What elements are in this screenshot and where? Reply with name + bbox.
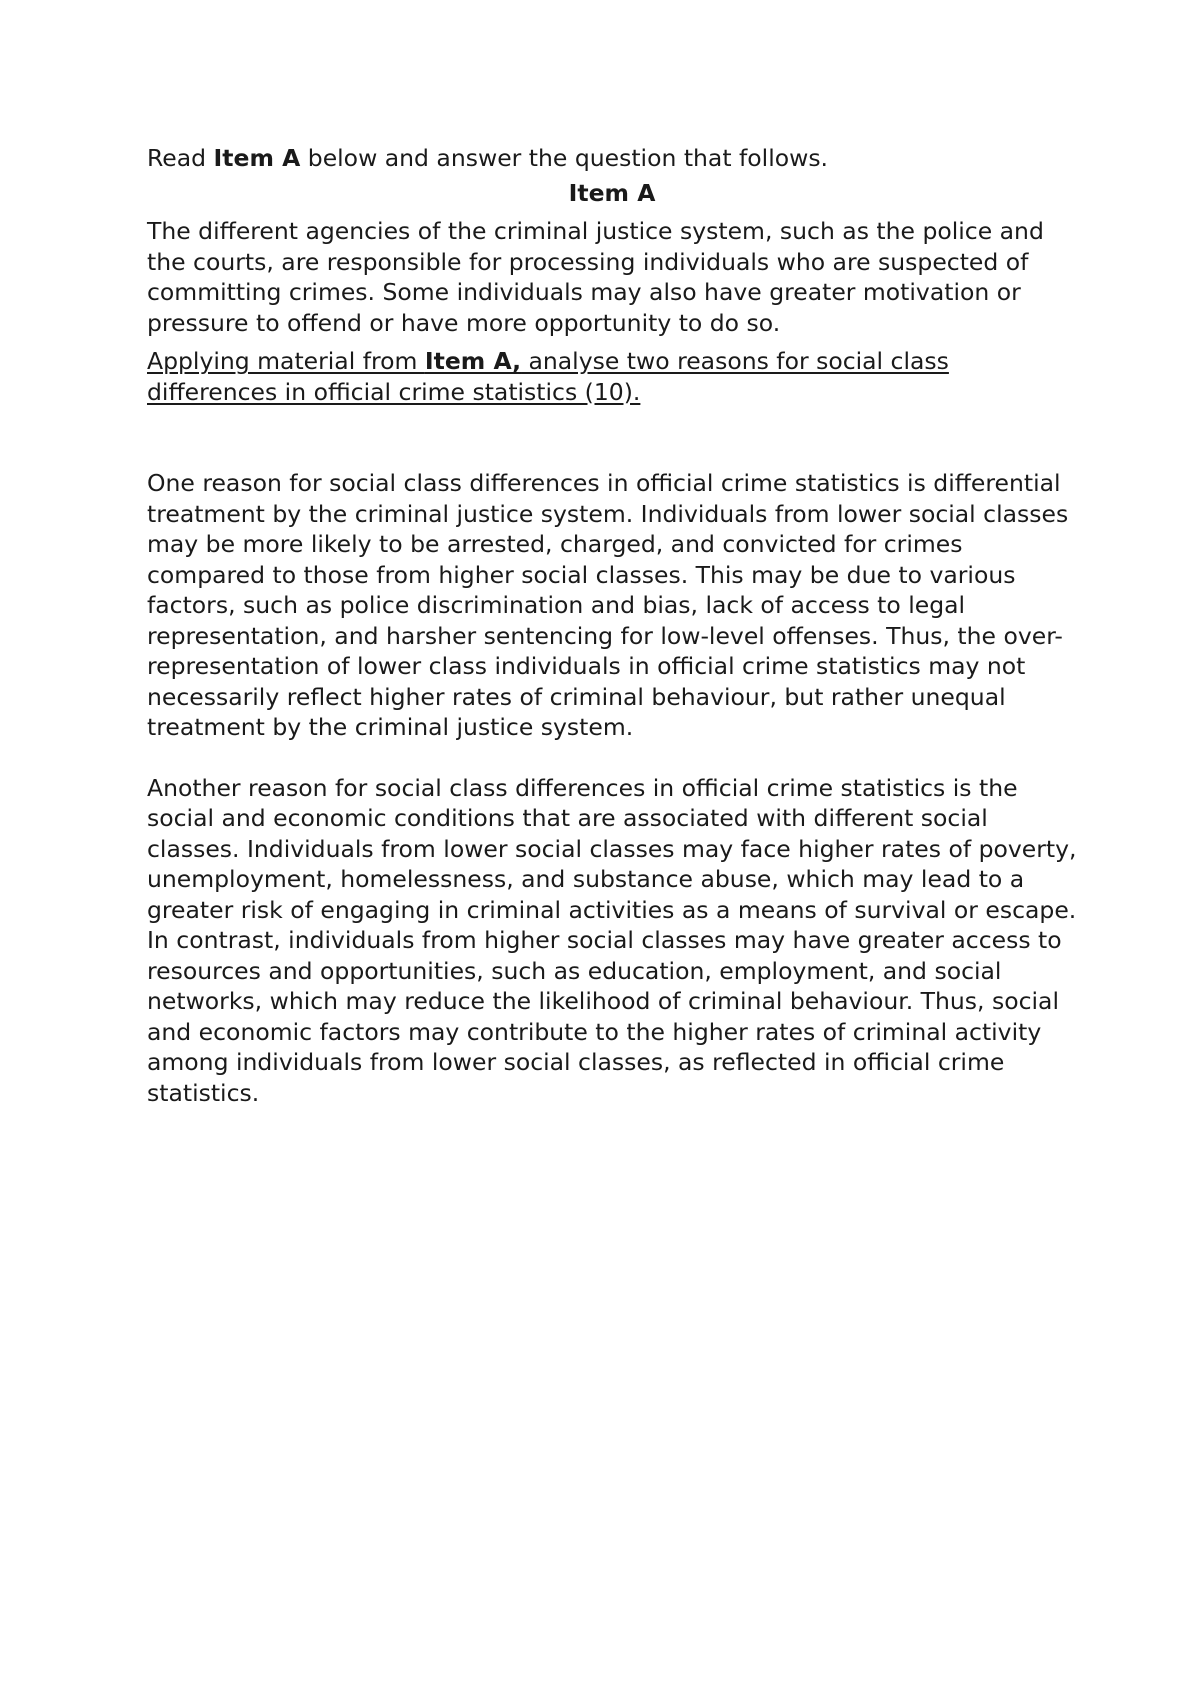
- instruction-item-ref: Item A: [213, 144, 301, 172]
- question-item-ref: Item A,: [424, 347, 522, 375]
- question-prompt: [147, 346, 1077, 407]
- document-body: [147, 143, 1077, 1138]
- question-prefix: Applying material from: [147, 347, 425, 375]
- item-heading: Item A: [568, 178, 656, 207]
- answer-paragraph-2: Another reason for social class differences in official crime statistics is the social and economic conditions that are associated with different social classes. Individuals from lower social classes may face higher rates of poverty, unemployment, homelessness, and substance abuse, which may lead to a greater risk of engaging in criminal activities as a means of survival or escape. In contrast, individuals from higher social classes may have greater access to resources and opportunities, such as education, employment, and social networks, which may reduce the likelihood of criminal behaviour. Thus, social and economic factors may contribute to the higher rates of criminal activity among individuals from lower social classes, as reflected in official crime statistics.: [147, 773, 1077, 1107]
- instruction-suffix: below and answer the question that follows.: [300, 144, 829, 172]
- item-text: The different agencies of the criminal justice system, such as the police and the courts, are responsible for processing individuals who are suspected of committing crimes. Some individuals may also have greater motivation or pressure to offend or have more opportunity to do so.: [147, 217, 1044, 337]
- instruction-prefix: Read: [147, 144, 214, 172]
- answer-paragraph-1: One reason for social class differences in official crime statistics is differential treatment by the criminal justice system. Individuals from lower social classes may be more likely to be arrested, charged, and convicted for crimes compared to those from higher social classes. This may be due to various factors, such as police discrimination and bias, lack of access to legal representation, and harsher sentencing for low-level offenses. Thus, the over-representation of lower class individuals in official crime statistics may not necessarily reflect higher rates of criminal behaviour, but rather unequal treatment by the criminal justice system.: [147, 469, 1069, 741]
- question-suffix: analyse two reasons for social class differences in official crime statistics (10).: [147, 347, 949, 406]
- instruction-line: [147, 143, 1077, 174]
